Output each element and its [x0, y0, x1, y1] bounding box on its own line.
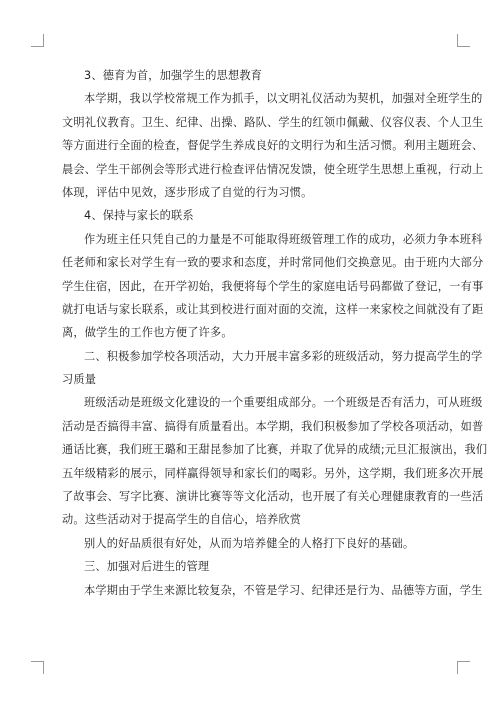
crop-mark-bottom-left	[31, 661, 44, 674]
text-line: 晨会、学生干部例会等形式进行检查评估情况发馈，使全班学生思想上重视，行动上	[62, 162, 484, 176]
text-line: 作为班主任只凭自己的力量是不可能取得班级管理工作的成功，必须力争本班科	[84, 232, 483, 246]
text-line: 就打电话与家长联系，或让其到校进行面对面的交流，这样一来家校之间就没有了距	[62, 302, 484, 316]
crop-mark-bottom-right	[457, 661, 470, 674]
text-line: 学生住宿，因此，在开学初始，我便将每个学生的家庭电话号码都做了登记，一有事	[62, 279, 484, 293]
text-line: 文明礼仪教育。卫生、纪律、出操、路队、学生的红领巾佩戴、仪容仪表、个人卫生	[62, 115, 484, 129]
text-line: 五年级精彩的展示，同样赢得领导和家长们的喝彩。另外，这学期，我们班多次开展	[62, 466, 484, 480]
text-line: 任老师和家长对学生有一致的要求和态度，并时常同他们交换意见。由于班内大部分	[62, 256, 484, 270]
text-line: 动。这些活动对于提高学生的自信心，培养欣赏	[62, 513, 302, 527]
text-line: 本学期由于学生来源比较复杂，不管是学习、纪律还是行为、品德等方面，学生	[84, 583, 483, 597]
text-line: 了故事会、写字比赛、演讲比赛等等文化活动，也开展了有关心理健康教育的一些活	[62, 490, 484, 504]
text-line: 4、保持与家长的联系	[84, 209, 194, 223]
text-line: 习质量	[62, 373, 97, 387]
crop-mark-top-left	[31, 34, 44, 47]
text-line: 三、加强对后进生的管理	[84, 560, 210, 574]
text-line: 3、德育为首，加强学生的思想教育	[84, 69, 263, 82]
text-line: 通话比赛，我们班王璐和王甜昆参加了比赛，并取了优异的成绩;元旦汇报演出，我们	[62, 443, 488, 457]
text-line: 等方面进行全面的检查，督促学生养成良好的文明行为和生活习惯。利用主题班会、	[62, 139, 484, 153]
text-line: 二、积极参加学校各项活动，大力开展丰富多彩的班级活动，努力提高学生的学	[84, 349, 483, 363]
text-line: 活动是否搞得丰富、搞得有质量看出。本学期，我们积极参加了学校各项活动，如普	[62, 419, 484, 433]
text-line: 离，做学生的工作也方便了许多。	[62, 326, 233, 340]
text-line: 班级活动是班级文化建设的一个重要组成部分。一个班级是否有活力，可从班级	[84, 396, 483, 410]
document-body	[62, 64, 488, 602]
text-line: 别人的好品质很有好处，从而为培养健全的人格打下良好的基础。	[84, 536, 415, 550]
text-line: 体现，评估中见效，逐步形成了自觉的行为习惯。	[62, 185, 313, 199]
text-line: 本学期，我以学校常规工作为抓手，以文明礼仪活动为契机，加强对全班学生的	[84, 92, 483, 106]
crop-mark-top-right	[457, 34, 470, 47]
